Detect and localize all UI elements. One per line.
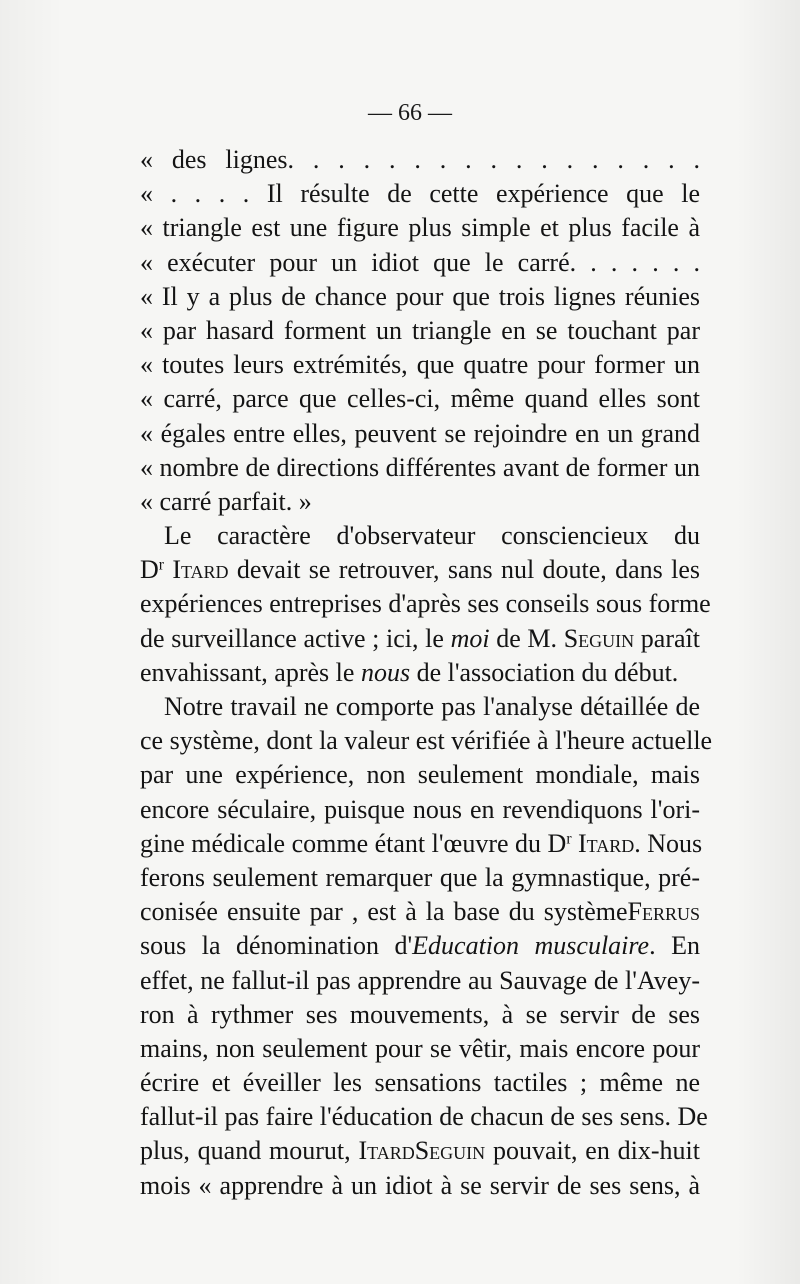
text-run: encore séculaire, puisque nous en revendiquons l'ori- bbox=[140, 794, 700, 824]
text-run: Notre travail ne comporte pas l'analyse détaillée de bbox=[164, 692, 700, 721]
text-line bbox=[140, 417, 700, 451]
text-line bbox=[140, 348, 700, 382]
text-run: r bbox=[158, 556, 164, 574]
text-run: « carré parfait. » bbox=[140, 486, 312, 516]
text-line bbox=[140, 758, 700, 792]
text-line bbox=[140, 1066, 700, 1100]
text-run: Seguin bbox=[563, 623, 635, 653]
text-run: « . . . . Il résulte de cette expérience que le bbox=[140, 179, 700, 209]
text-line bbox=[140, 656, 700, 690]
text-run: mourut, bbox=[269, 1136, 359, 1166]
text-run: « par hasard forment un triangle en se touchant par bbox=[140, 315, 700, 345]
text-line bbox=[140, 1032, 700, 1066]
text-line bbox=[140, 690, 700, 724]
text-run: sous la dénomination d' bbox=[140, 931, 413, 961]
text-run: de M. bbox=[489, 623, 564, 653]
text-run: expériences entreprises d'après ses conseils sous forme bbox=[140, 589, 711, 619]
text-run: envahissant, après le bbox=[140, 657, 361, 687]
text-run: Ferrus bbox=[627, 897, 700, 927]
text-run: Education musculaire bbox=[412, 931, 650, 961]
text-line bbox=[140, 1134, 700, 1168]
text-run: « carré, parce que celles-ci, même quand elles sont bbox=[140, 384, 700, 414]
text-line bbox=[140, 998, 700, 1032]
text-run: mains, non seulement pour se vêtir, mais encore pour bbox=[140, 1033, 700, 1063]
text-line bbox=[140, 827, 703, 861]
text-line bbox=[140, 382, 700, 416]
text-line bbox=[140, 246, 700, 280]
text-run: « exécuter pour un idiot que le carré. . . . . . . bbox=[140, 247, 700, 277]
text-run: Itard bbox=[172, 555, 229, 585]
text-run: pouvait, en dix-huit bbox=[485, 1136, 700, 1166]
text-run: devait se retrouver, sans nul doute, dans les bbox=[228, 555, 700, 585]
text-line bbox=[140, 793, 700, 827]
text-run: Itard bbox=[358, 1136, 415, 1166]
text-run: D bbox=[140, 555, 159, 585]
text-run: plus, quand bbox=[140, 1136, 270, 1166]
text-run: fallut-il pas faire l'éducation de chacun de ses sens. De bbox=[140, 1102, 708, 1132]
text-run: Seguin bbox=[414, 1136, 486, 1166]
text-line bbox=[140, 280, 700, 314]
text-run: « toutes leurs extrémités, que quatre pour former un bbox=[140, 350, 700, 380]
text-line bbox=[140, 929, 700, 963]
text-run: « des lignes. . . . . . . . . . . . . . . . . bbox=[140, 145, 700, 174]
text-line bbox=[140, 314, 700, 348]
text-line bbox=[140, 519, 700, 553]
text-run: gine médicale comme étant l'œuvre du D bbox=[140, 828, 567, 858]
text-run: ferons seulement remarquer que la gymnastique, pré- bbox=[140, 862, 700, 892]
text-line bbox=[140, 451, 700, 485]
text-run: . En bbox=[649, 931, 700, 961]
text-line bbox=[140, 1100, 708, 1134]
text-line bbox=[140, 143, 700, 177]
text-run: r bbox=[566, 830, 572, 848]
text-line bbox=[140, 964, 700, 998]
text-run: , est à la base du système bbox=[351, 897, 628, 927]
text-line bbox=[140, 211, 700, 245]
text-run: effet, ne fallut-il pas apprendre au Sauvage de l'Avey- bbox=[140, 965, 700, 995]
text-run: nous bbox=[360, 657, 411, 687]
body-text bbox=[140, 143, 713, 1203]
text-run: Itard bbox=[578, 828, 635, 858]
text-run: « égales entre elles, peuvent se rejoindre en un grand bbox=[140, 418, 700, 448]
text-run: moi bbox=[450, 623, 490, 653]
text-line bbox=[140, 622, 700, 656]
text-run: « triangle est une figure plus simple et plus facile à bbox=[140, 213, 700, 243]
text-line bbox=[140, 724, 713, 758]
text-run: ron à rythmer ses mouvements, à se servir de ses bbox=[140, 999, 700, 1029]
text-run: . Nous bbox=[634, 828, 703, 858]
text-line bbox=[140, 587, 711, 621]
text-line bbox=[140, 553, 700, 587]
text-line bbox=[140, 177, 700, 211]
text-run: écrire et éveiller les sensations tactiles ; même ne bbox=[140, 1068, 700, 1098]
text-run: de l'association du début. bbox=[410, 657, 679, 687]
text-run: « nombre de directions différentes avant de former un bbox=[140, 452, 700, 482]
text-line bbox=[140, 861, 700, 895]
text-run: « Il y a plus de chance pour que trois lignes réunies bbox=[140, 281, 700, 311]
page-number: — 66 — bbox=[368, 100, 452, 126]
text-line bbox=[140, 1169, 700, 1203]
text-run: Le caractère d'observateur consciencieux du bbox=[164, 521, 700, 551]
text-run: ce système, dont la valeur est vérifiée à l'heure actuelle bbox=[140, 726, 713, 756]
text-run: mois « apprendre à un idiot à se servir de ses sens, à bbox=[140, 1170, 700, 1200]
text-run: paraît bbox=[634, 623, 700, 653]
text-run: conisée ensuite par bbox=[140, 897, 352, 927]
text-line bbox=[140, 485, 700, 519]
text-line bbox=[140, 895, 700, 929]
text-run: par une expérience, non seulement mondiale, mais bbox=[140, 760, 700, 790]
text-run: de surveillance active ; ici, le bbox=[140, 623, 451, 653]
